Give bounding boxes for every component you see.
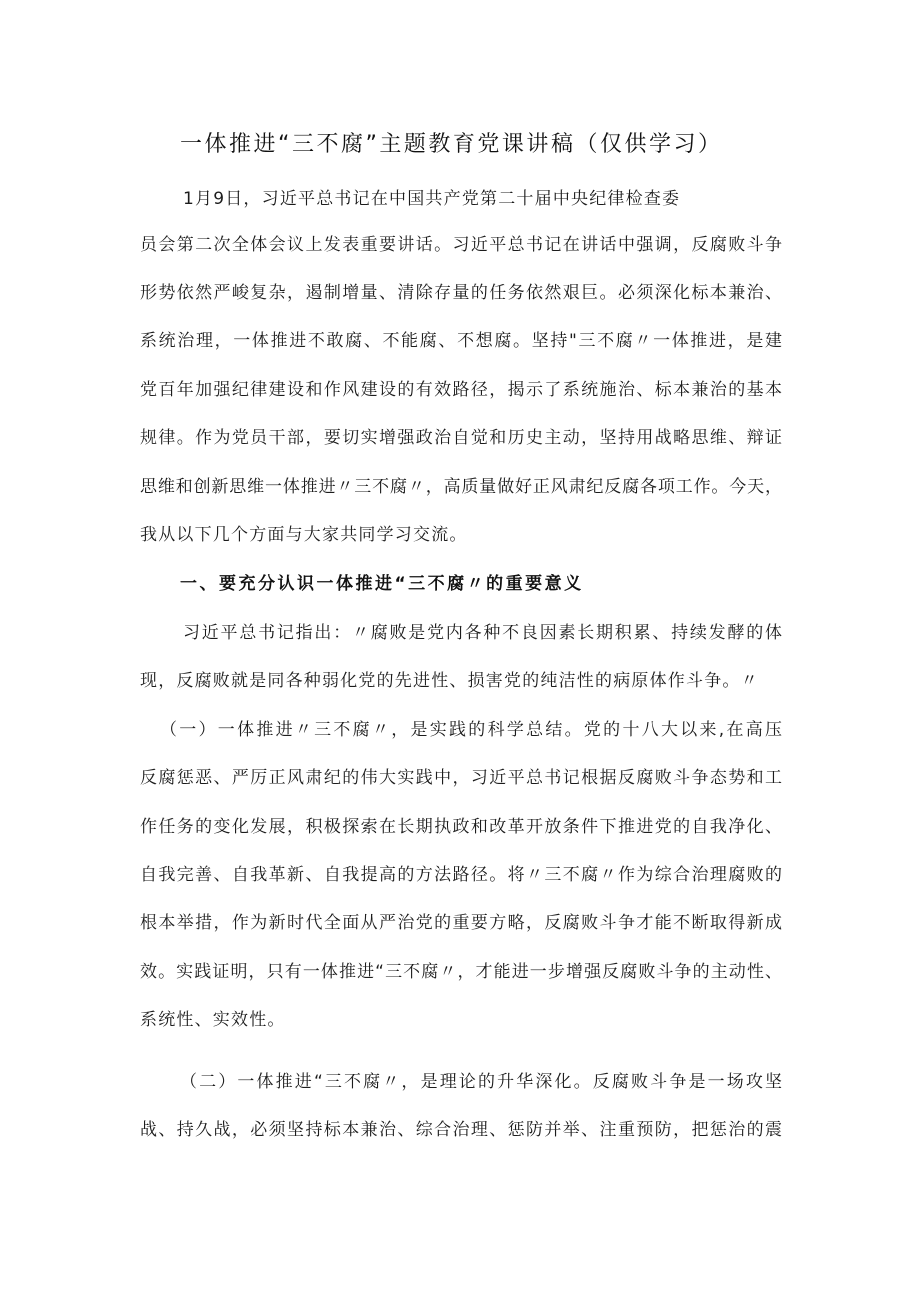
paragraph-line: 反腐惩恶、严厉正风肃纪的伟大实践中，习近平总书记根据反腐败斗争态势和工 [140, 768, 782, 788]
section-heading: 一、要充分认识一体推进“三不腐〃的重要意义 [180, 574, 584, 594]
paragraph-line: 现，反腐败就是同各种弱化党的先进性、损害党的纯洁性的病原体作斗争。〃 [140, 671, 759, 691]
paragraph-line: 形势依然严峻复杂，遏制增量、清除存量的任务依然艰巨。必须深化标本兼治、 [140, 283, 782, 303]
paragraph-line: 根本举措，作为新时代全面从严治党的重要方略，反腐败斗争才能不断取得新成 [140, 913, 782, 933]
paragraph-line: 自我完善、自我革新、自我提高的方法路径。将〃三不腐〃作为综合治理腐败的 [140, 865, 782, 885]
paragraph-line: 我从以下几个方面与大家共同学习交流。 [140, 525, 468, 545]
paragraph-line: 作任务的变化发展，积极探索在长期执政和改革开放条件下推进党的自我净化、 [140, 817, 782, 837]
paragraph-line: 员会第二次全体会议上发表重要讲话。习近平总书记在讲话中强调，反腐败斗争 [140, 235, 782, 255]
document-title: 一体推进“三不腐”主题教育党课讲稿（仅供学习） [180, 132, 720, 157]
paragraph-line: 1月9日，习近平总书记在中国共产党第二十届中央纪律检查委 [183, 189, 681, 209]
paragraph-line: 规律。作为党员干部，要切实增强政治自觉和历史主动，坚持用战略思维、辩证 [140, 428, 782, 448]
paragraph-line: 系统治理，一体推进不敢腐、不能腐、不想腐。坚持"三不腐〃一体推进，是建 [140, 331, 782, 351]
paragraph-line: 党百年加强纪律建设和作风建设的有效路径，揭示了系统施治、标本兼治的基本 [140, 380, 782, 400]
paragraph-line: 系统性、实效性。 [140, 1010, 286, 1030]
paragraph-line: （二）一体推进“三不腐〃，是理论的升华深化。反腐败斗争是一场攻坚 [180, 1072, 782, 1092]
paragraph-line: 效。实践证明，只有一体推进“三不腐〃，才能进一步增强反腐败斗争的主动性、 [140, 962, 782, 982]
paragraph-line: 思维和创新思维一体推进〃三不腐〃，高质量做好正风肃纪反腐各项工作。今天， [140, 477, 782, 497]
paragraph-line: 战、持久战，必须坚持标本兼治、综合治理、惩防并举、注重预防，把惩治的震 [140, 1120, 782, 1140]
paragraph-line: 习近平总书记指出：〃腐败是党内各种不良因素长期积累、持续发酵的体 [183, 623, 782, 643]
paragraph-line: （一）一体推进〃三不腐〃，是实践的科学总结。党的十八大以来,在高压 [160, 720, 782, 740]
